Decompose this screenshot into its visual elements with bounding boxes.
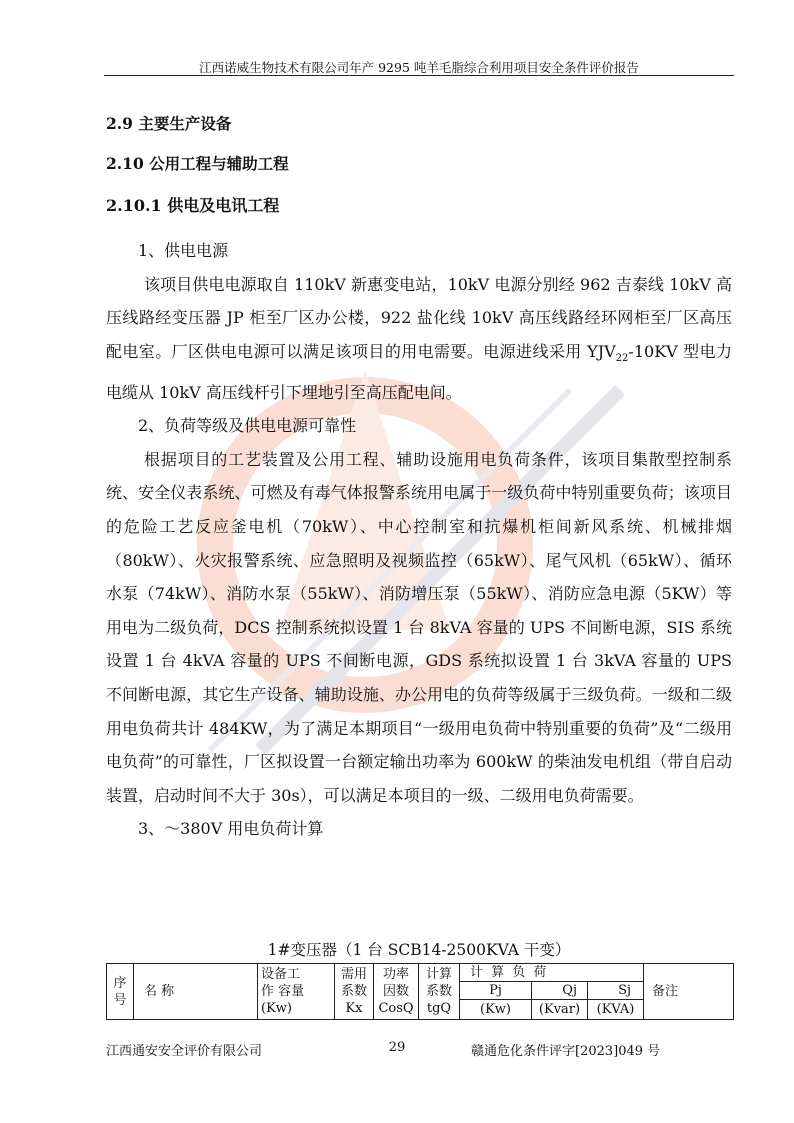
footer-company: 江西通安安全评价有限公司 bbox=[106, 1044, 263, 1059]
header-qj: Qj bbox=[532, 982, 588, 1000]
section-heading-2-10-1: 2.10.1 供电及电讯工程 bbox=[106, 196, 280, 215]
header-calc-load: 计 算 负 荷 bbox=[460, 964, 644, 982]
paragraph-power-source-text: 该项目供电电源取自 110kV 新惠变电站，10kV 电源分别经 962 吉泰线 10kV 高压线路经变压器 JP 柜至厂区办公楼，922 盐化线 10kV 高压线路经环网柜至厂区高压配电室。厂区供电电源可以满足该项目的用电需要。电源进线采用 YJV bbox=[106, 274, 732, 361]
header-capacity bbox=[258, 964, 335, 1020]
header-rule bbox=[104, 75, 734, 76]
table-title: 1#变压器（1 台 SCB14-2500KVA 干变） bbox=[267, 941, 571, 959]
header-tg-line1: 计算 bbox=[425, 967, 452, 982]
header-qj-unit: (Kvar) bbox=[532, 1000, 588, 1020]
body-text bbox=[106, 234, 732, 846]
subheading-load-level: 2、负荷等级及供电电源可靠性 bbox=[138, 416, 357, 436]
header-kx-line1: 需用 bbox=[340, 967, 367, 982]
cable-subscript: 22 bbox=[615, 352, 629, 364]
subheading-load-calc: 3、～380V 用电负荷计算 bbox=[138, 819, 324, 839]
section-heading-2-10: 2.10 公用工程与辅助工程 bbox=[106, 154, 289, 173]
header-sj: Sj bbox=[588, 982, 644, 1000]
footer-report-number: 赣通危化条件评字[2023]049 号 bbox=[471, 1044, 661, 1059]
page-number: 29 bbox=[388, 1040, 406, 1055]
paragraph-power-source bbox=[106, 268, 732, 410]
header-cos-line1: 功率 bbox=[382, 967, 409, 982]
header-tg-symbol: tgQ bbox=[426, 1001, 452, 1016]
header-name: 名 称 bbox=[134, 964, 258, 1020]
header-pj-unit: (Kw) bbox=[460, 1000, 532, 1020]
header-tg-line2: 系数 bbox=[425, 984, 452, 999]
header-capacity-unit: (Kw) bbox=[261, 1001, 292, 1016]
paragraph-power-source-tail: -10KV 型电力电缆从 10kV 高压线杆引下埋地引至高压配电间。 bbox=[106, 341, 732, 402]
header-kx-symbol: Kx bbox=[345, 1001, 363, 1016]
header-pj: Pj bbox=[460, 982, 532, 1000]
header-capacity-line1: 设备工 bbox=[261, 967, 301, 982]
header-kx-line2: 系数 bbox=[340, 984, 367, 999]
subheading-power-source: 1、供电电源 bbox=[138, 241, 229, 260]
header-tg bbox=[419, 964, 460, 1020]
load-table bbox=[106, 963, 734, 1020]
header-cos-symbol: CosQ bbox=[378, 1001, 414, 1016]
header-capacity-line2: 作 容量 bbox=[261, 984, 305, 999]
header-sj-unit: (KVA) bbox=[588, 1000, 644, 1020]
header-seq: 序号 bbox=[107, 964, 134, 1020]
header-note: 备注 bbox=[644, 964, 734, 1020]
paragraph-load-level: 根据项目的工艺装置及公用工程、辅助设施用电负荷条件，该项目集散型控制系统、安全仪表系统、可燃及有毒气体报警系统用电属于一级负荷中特别重要负荷；该项目的危险工艺反应釜电机（70kW）、中心控制室和抗爆机柜间新风系统、机械排烟（80kW）、火灾报警系统、应急照明及视频监控（65kW）、尾气风机（65kW）、循环水泵（74kW）、消防水泵（55kW）、消防增压泵（55kW）、消防应急电源（5KW）等用电为二级负荷，DCS 控制系统拟设置 1 台 8kVA 容量的 UPS 不间断电源，SIS 系统设置 1 台 4kVA 容量的 UPS 不间断电源，GDS 系统拟设置 1 台 3kVA 容量的 UPS 不间断电源，其它生产设备、辅助设施、办公用电的负荷等级属于三级负荷。一级和二级用电负荷共计 484KW，为了满足本期项目“一级用电负荷中特别重要的负荷”及“二级用电负荷”的可靠性，厂区拟设置一台额定输出功率为 600kW 的柴油发电机组（带自启动装置，启动时间不大于 30s），可以满足本项目的一级、二级用电负荷需要。 bbox=[106, 449, 732, 805]
section-heading-2-9: 2.9 主要生产设备 bbox=[106, 114, 232, 133]
header-cos bbox=[374, 964, 419, 1020]
header-cos-line2: 因数 bbox=[382, 984, 409, 999]
header-kx bbox=[335, 964, 374, 1020]
running-header: 江西诺威生物技术有限公司年产 9295 吨羊毛脂综合利用项目安全条件评价报告 bbox=[199, 60, 639, 75]
